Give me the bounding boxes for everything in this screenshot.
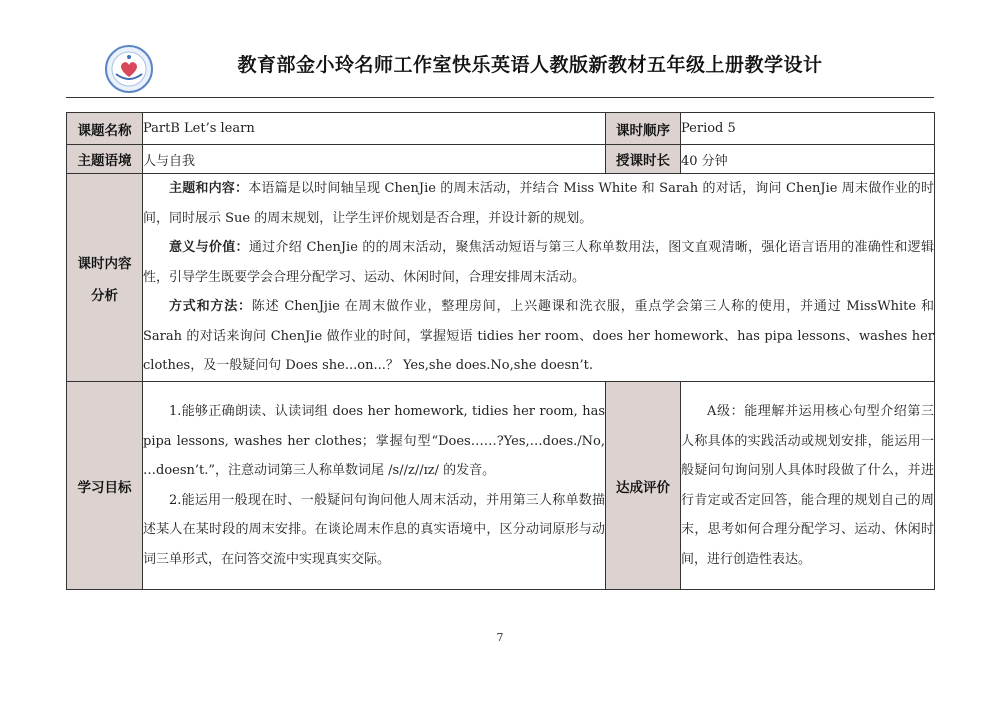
methods-paragraph (143, 292, 934, 381)
lesson-plan-table (66, 112, 935, 590)
content-analysis-label (67, 174, 143, 382)
table-row (67, 174, 935, 382)
studio-logo-seal (104, 44, 154, 94)
content-analysis-label-line1: 课时内容 (77, 255, 132, 272)
theme-context-label: 主题语境 (67, 145, 143, 174)
content-analysis-text (143, 174, 935, 382)
evaluation-label: 达成评价 (606, 382, 681, 590)
table-row (67, 382, 935, 590)
header-divider (66, 97, 934, 98)
theme-content-heading: 主题和内容： (169, 181, 249, 197)
table-row (67, 145, 935, 174)
duration-value: 40 分钟 (681, 145, 935, 174)
page-title: 教育部金小玲名师工作室快乐英语人教版新教材五年级上册教学设计 (237, 54, 823, 76)
duration-label: 授课时长 (606, 145, 681, 174)
lesson-order-value: Period 5 (681, 113, 935, 145)
table-row (67, 113, 935, 145)
theme-content-body: 本语篇是以时间轴呈现 ChenJie 的周末活动，并结合 Miss White 和 Sarah 的对话，询问 ChenJie 周末做作业的时间，同时展示 Sue 的周末规划，让学生评价规划是否合理，并设计新的规划。 (143, 181, 934, 226)
lesson-title-label: 课题名称 (67, 113, 143, 145)
page-number: 7 (496, 631, 504, 644)
evaluation-level-a: A级：能理解并运用核心句型介绍第三人称具体的实践活动或规划安排，能运用一般疑问句询问别人具体时段做了什么，并进行肯定或否定回答，能合理的规划自己的周末，思考如何合理分配学习、运动、休闲时间，进行创造性表达。 (681, 404, 934, 567)
theme-context-value: 人与自我 (143, 145, 606, 174)
evaluation-text (681, 382, 935, 590)
learning-goals-label: 学习目标 (67, 382, 143, 590)
meaning-value-paragraph (143, 233, 934, 292)
theme-content-paragraph (143, 174, 934, 233)
methods-body: 陈述 ChenJjie 在周末做作业，整理房间，上兴趣课和洗衣服，重点学会第三人称的使用，并通过 MissWhite 和 Sarah 的对话来询问 ChenJie 做作业的时间，掌握短语 tidies her room、does her homework、has pipa lessons、washes her clothes，及一般疑问句 Does she...on...？ Yes,she does.No,she doesn’t. (143, 299, 934, 374)
methods-heading: 方式和方法： (169, 299, 252, 315)
learning-goals-text (143, 382, 606, 590)
meaning-value-body: 通过介绍 ChenJie 的的周末活动，聚焦活动短语与第三人称单数用法，图文直观清晰，强化语言语用的准确性和逻辑性，引导学生既要学会合理分配学习、运动、休闲时间，合理安排周末活动。 (143, 240, 934, 285)
lesson-title-value: PartB Let’s learn (143, 113, 606, 145)
lesson-order-label: 课时顺序 (606, 113, 681, 145)
content-analysis-label-line2: 分析 (91, 287, 118, 304)
meaning-value-heading: 意义与价值： (169, 240, 249, 256)
goal-2: 2.能运用一般现在时、一般疑问句询问他人周末活动，并用第三人称单数描述某人在某时段的周末安排。在谈论周末作息的真实语境中，区分动词原形与动词三单形式，在问答交流中实现真实交际。 (143, 492, 605, 567)
goal-1: 1.能够正确朗读、认读词组 does her homework, tidies her room, has pipa lessons, washes her clothes；掌握句型“Does……?Yes,…does./No, …doesn’t.”，注意动词第三人称单数词尾 /s//z//ɪz/ 的发音。 (143, 404, 605, 478)
